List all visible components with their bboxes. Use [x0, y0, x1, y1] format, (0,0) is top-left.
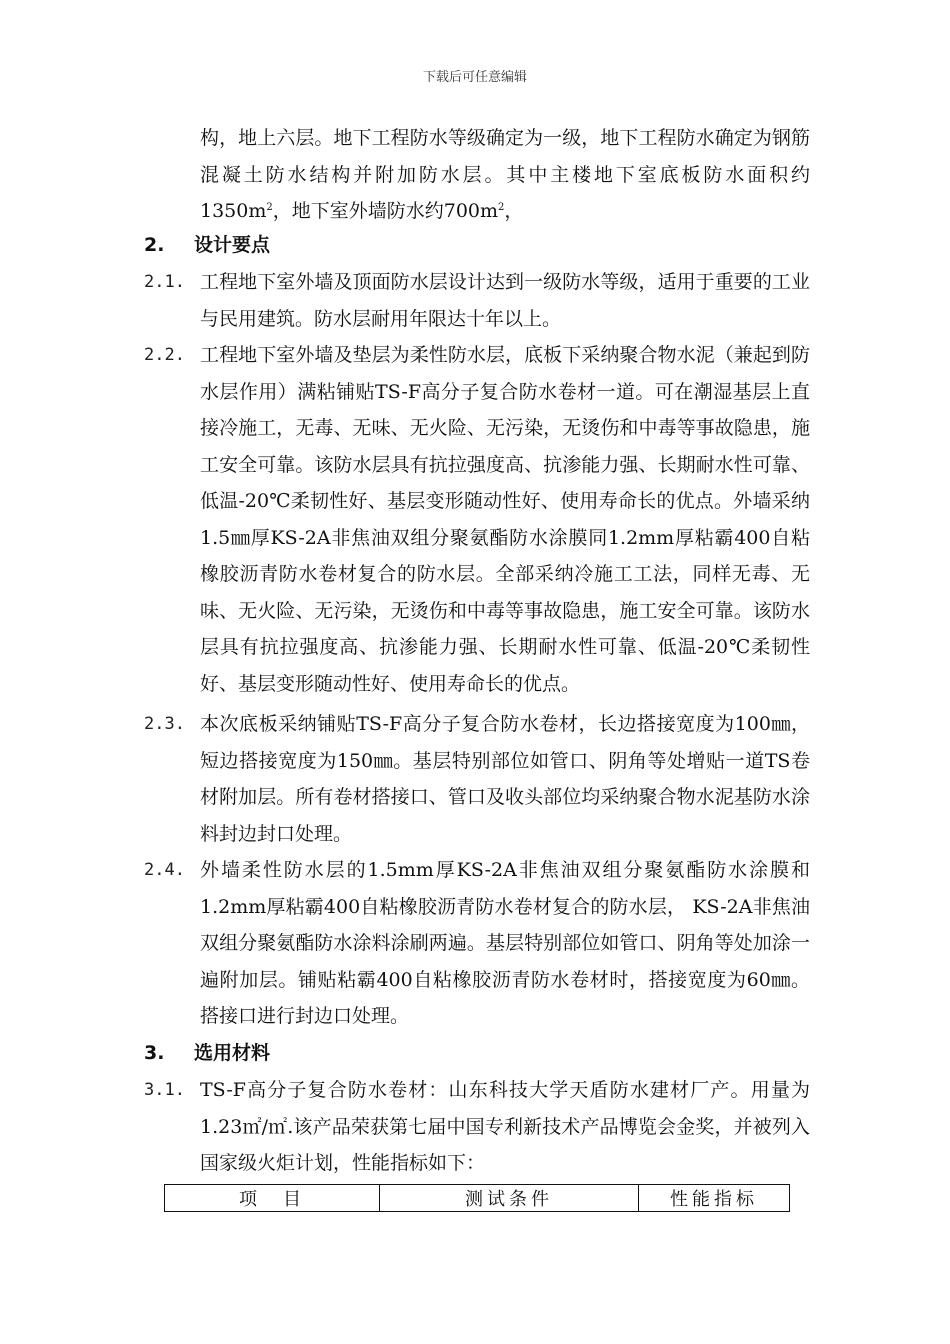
intro-text-a: 构，地上六层。地下工程防水等级确定为一级，地下工程防水确定为钢筋混凝土防水结构并附加防水层。其中主楼地下室底板防水面积约1350m: [200, 127, 810, 222]
item-text: 工程地下室外墙及垫层为柔性防水层，底板下采纳聚合物水泥（兼起到防水层作用）满粘铺贴TS-F高分子复合防水卷材一道。可在潮湿基层上直接冷施工，无毒、无味、无火险、无污染，无烫伤和中毒等事故隐患，施工安全可靠。该防水层具有抗拉强度高、抗渗能力强、长期耐水性可靠、低温-20℃柔韧性好、基层变形随动性好、使用寿命长的优点。外墙采纳1.5㎜厚KS-2A非焦油双组分聚氨酯防水涂膜同1.2mm厚粘霸400自粘橡胶沥青防水卷材复合的防水层。全部采纳冷施工工法，同样无毒、无味、无火险、无污染，无烫伤和中毒等事故隐患，施工安全可靠。该防水层具有抗拉强度高、抗渗能力强、长期耐水性可靠、低温-20℃柔韧性好、基层变形随动性好、使用寿命长的优点。: [200, 344, 810, 695]
performance-table: [164, 1184, 790, 1212]
section-2-title: 设计要点: [194, 234, 271, 256]
item-text: 工程地下室外墙及顶面防水层设计达到一级防水等级，适用于重要的工业与民用建筑。防水层耐用年限达十年以上。: [200, 271, 810, 330]
item-number: 2.3.: [144, 714, 185, 734]
intro-text-c: ，: [504, 200, 524, 222]
intro-sup-b: 2: [498, 202, 505, 213]
section-2-heading: [144, 227, 270, 264]
page-header-note: 下载后可任意编辑: [422, 70, 527, 85]
table-header-row: [165, 1185, 790, 1212]
item-number: 2.1.: [144, 272, 185, 292]
section-2-number: 2.: [144, 234, 165, 256]
item-number: 3.1.: [144, 1080, 185, 1100]
section-3-heading: [144, 1035, 270, 1072]
intro-sup-a: 2: [266, 202, 273, 213]
table-header-cell: 测试条件: [380, 1185, 639, 1212]
item-text: 本次底板采纳铺贴TS-F高分子复合防水卷材，长边搭接宽度为100㎜，短边搭接宽度为150㎜。基层特别部位如管口、阴角等处增贴一道TS卷材附加层。所有卷材搭接口、管口及收头部位均采纳聚合物水泥基防水涂料封边封口处理。: [200, 713, 810, 845]
item-text: TS-F高分子复合防水卷材：山东科技大学天盾防水建材厂产。用量为1.23㎡/㎡.该产品荣获第七届中国专利新技术产品博览会金奖，并被列入国家级火炬计划，性能指标如下：: [200, 1079, 810, 1174]
section-3-number: 3.: [144, 1042, 165, 1064]
item-number: 2.2.: [144, 345, 185, 365]
intro-paragraph: [200, 120, 810, 230]
table-header-cell: 项 目: [165, 1185, 380, 1212]
table-header-cell: 性能指标: [639, 1185, 790, 1212]
section-3-title: 选用材料: [194, 1042, 271, 1064]
item-number: 2.4.: [144, 860, 185, 880]
intro-text-b: ，地下室外墙防水约700m: [272, 200, 499, 222]
item-text: 外墙柔性防水层的1.5mm厚KS-2A非焦油双组分聚氨酯防水涂膜和1.2mm厚粘霸400自粘橡胶沥青防水卷材复合的防水层， KS-2A非焦油双组分聚氨酯防水涂料涂刷两遍。基层特别部位如管口、阴角等处加涂一遍附加层。铺贴粘霸400自粘橡胶沥青防水卷材时，搭接宽度为60㎜。搭接口进行封边口处理。: [200, 859, 810, 1027]
